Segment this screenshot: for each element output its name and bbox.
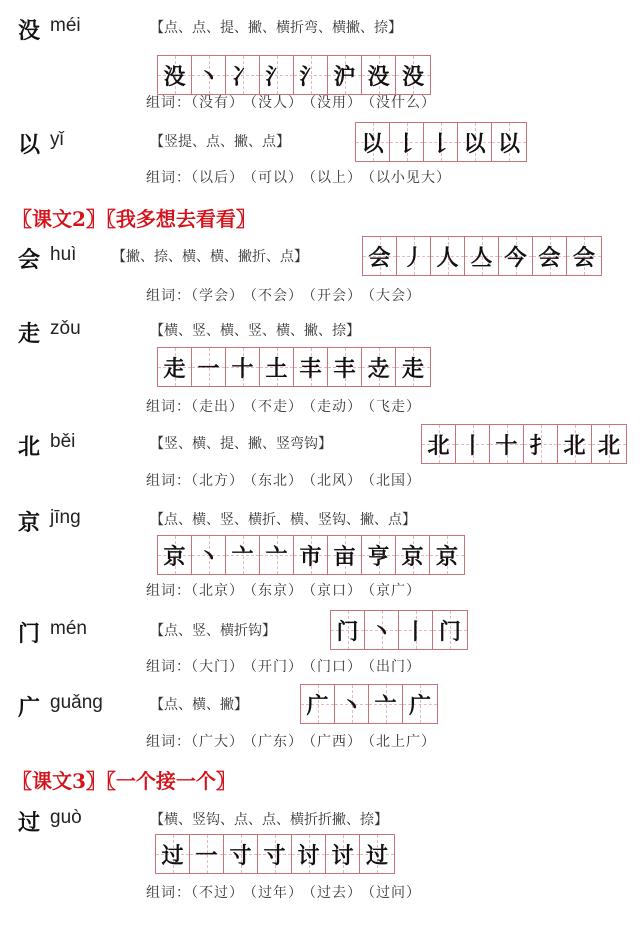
word: （以小见大）	[368, 170, 451, 186]
stroke-step: 讨	[331, 842, 354, 869]
stroke-step-cell	[260, 348, 294, 386]
stroke-step: 讨	[297, 842, 320, 869]
stroke-step-cell	[260, 56, 294, 94]
stroke-step: 以	[463, 130, 486, 157]
pinyin: zǒu	[50, 318, 81, 339]
stroke-order-grid	[330, 610, 468, 650]
words-label: 组词：	[146, 170, 191, 186]
word: （飞走）	[368, 399, 421, 415]
stroke-step: 沪	[333, 63, 356, 90]
stroke-step-cell	[592, 425, 626, 463]
word: （以后）	[191, 170, 244, 186]
stroke-order-grid	[157, 347, 431, 387]
word: （开会）	[309, 288, 362, 304]
words-label: 组词：	[146, 659, 191, 675]
pinyin: yǐ	[50, 129, 64, 150]
stroke-step: 亠	[374, 692, 397, 719]
stroke-step: 冫	[231, 63, 254, 90]
word: （不过）	[191, 885, 244, 901]
word: （可以）	[250, 170, 303, 186]
stroke-step-cell	[226, 536, 260, 574]
stroke-step-cell	[362, 536, 396, 574]
stroke-step: 扌	[529, 432, 552, 459]
stroke-step-cell	[301, 685, 335, 723]
stroke-step-cell	[328, 56, 362, 94]
stroke-step-cell	[365, 611, 399, 649]
stroke-step-cell	[363, 237, 397, 275]
stroke-step: 京	[435, 543, 458, 570]
stroke-step: 没	[367, 63, 390, 90]
stroke-step-cell	[360, 835, 394, 873]
stroke-step: 以	[497, 130, 520, 157]
stroke-names: 【撇、捺、横、横、撇折、点】	[112, 249, 308, 265]
words-label: 组词：	[146, 583, 191, 599]
stroke-step: 丨	[404, 618, 427, 645]
stroke-step-cell	[533, 237, 567, 275]
stroke-step: 门	[438, 618, 461, 645]
stroke-step: 亠	[265, 543, 288, 570]
stroke-step: 一	[195, 842, 218, 869]
word: （走出）	[191, 399, 244, 415]
stroke-step-cell	[292, 835, 326, 873]
stroke-step: 走	[163, 355, 186, 382]
stroke-step-cell	[396, 56, 430, 94]
character: 走	[18, 321, 41, 347]
word: （北上广）	[368, 734, 436, 750]
character: 没	[18, 18, 41, 44]
stroke-step: 会	[368, 244, 391, 271]
stroke-step-cell	[294, 536, 328, 574]
stroke-step-cell	[335, 685, 369, 723]
stroke-step-cell	[158, 536, 192, 574]
word: （北京）	[191, 583, 244, 599]
stroke-step-cell	[294, 348, 328, 386]
stroke-step-cell	[422, 425, 456, 463]
pinyin: mén	[50, 618, 87, 639]
stroke-order-grid	[362, 236, 602, 276]
word: （过年）	[250, 885, 303, 901]
word: （北方）	[191, 473, 244, 489]
stroke-step: 人	[436, 244, 459, 271]
stroke-step-cell	[397, 237, 431, 275]
stroke-step: 寸	[263, 842, 286, 869]
stroke-step: 𠄌	[429, 130, 452, 157]
stroke-step: 京	[163, 543, 186, 570]
stroke-step-cell	[224, 835, 258, 873]
word: （开门）	[250, 659, 303, 675]
lesson-header: 〖课文2〗〖我多想去看看〗	[12, 207, 256, 231]
stroke-step: 氵	[299, 63, 322, 90]
stroke-order-grid	[157, 535, 465, 575]
stroke-step: 会	[572, 244, 595, 271]
word-list	[146, 396, 427, 416]
stroke-names: 【点、竖、横折钩】	[150, 623, 276, 639]
stroke-step-cell	[326, 835, 360, 873]
word-list	[146, 470, 427, 490]
stroke-step: 走	[401, 355, 424, 382]
character: 过	[18, 810, 41, 836]
word: （过去）	[309, 885, 362, 901]
stroke-step-cell	[396, 348, 430, 386]
word: （出门）	[368, 659, 421, 675]
word: （门口）	[309, 659, 362, 675]
word: （大门）	[191, 659, 244, 675]
word-list	[146, 92, 442, 112]
stroke-step-cell	[156, 835, 190, 873]
word-list	[146, 731, 442, 751]
stroke-step-cell	[458, 123, 492, 161]
word: （不会）	[250, 288, 303, 304]
word: （没用）	[309, 95, 362, 111]
stroke-step: 北	[427, 432, 450, 459]
stroke-step: 赱	[367, 355, 390, 382]
stroke-step: 亨	[367, 543, 390, 570]
stroke-step-cell	[331, 611, 365, 649]
words-label: 组词：	[146, 288, 191, 304]
stroke-step-cell	[524, 425, 558, 463]
word: （东北）	[250, 473, 303, 489]
stroke-step-cell	[356, 123, 390, 161]
stroke-step-cell	[192, 536, 226, 574]
stroke-step-cell	[430, 536, 464, 574]
word: （广西）	[309, 734, 362, 750]
word: （京广）	[368, 583, 421, 599]
stroke-step: 丶	[370, 618, 393, 645]
stroke-step-cell	[328, 348, 362, 386]
stroke-step-cell	[192, 56, 226, 94]
stroke-names: 【点、横、竖、横折、横、竖钩、撇、点】	[150, 512, 416, 528]
stroke-step-cell	[456, 425, 490, 463]
stroke-step-cell	[499, 237, 533, 275]
stroke-step-cell	[158, 56, 192, 94]
stroke-step: 过	[365, 842, 388, 869]
word: （以上）	[309, 170, 362, 186]
stroke-step-cell	[396, 536, 430, 574]
words-label: 组词：	[146, 473, 191, 489]
word: （北风）	[309, 473, 362, 489]
word: （不走）	[250, 399, 303, 415]
stroke-step-cell	[390, 123, 424, 161]
stroke-step-cell	[294, 56, 328, 94]
stroke-step-cell	[424, 123, 458, 161]
stroke-step-cell	[465, 237, 499, 275]
word: （广东）	[250, 734, 303, 750]
character: 以	[18, 132, 41, 158]
pinyin: méi	[50, 15, 81, 36]
pinyin: huì	[50, 244, 77, 265]
stroke-step: 丶	[197, 543, 220, 570]
stroke-step-cell	[558, 425, 592, 463]
stroke-step: 以	[361, 130, 384, 157]
stroke-step: 没	[163, 63, 186, 90]
stroke-step: 北	[597, 432, 620, 459]
stroke-step: 广	[306, 692, 329, 719]
stroke-step: 亩	[333, 543, 356, 570]
stroke-step-cell	[190, 835, 224, 873]
stroke-names: 【点、横、撇】	[150, 697, 248, 713]
character: 京	[18, 510, 41, 536]
word: （没什么）	[368, 95, 436, 111]
stroke-order-grid	[355, 122, 527, 162]
word-list	[146, 580, 427, 600]
stroke-order-grid	[421, 424, 627, 464]
stroke-step-cell	[431, 237, 465, 275]
character: 会	[18, 247, 41, 273]
words-label: 组词：	[146, 885, 191, 901]
word-list	[146, 167, 457, 187]
stroke-step-cell	[192, 348, 226, 386]
stroke-order-grid	[300, 684, 438, 724]
pinyin: jīng	[50, 507, 81, 528]
stroke-step: 市	[299, 543, 322, 570]
stroke-step-cell	[567, 237, 601, 275]
stroke-step: 丰	[333, 355, 356, 382]
stroke-step: 广	[408, 692, 431, 719]
stroke-step: 北	[563, 432, 586, 459]
stroke-step-cell	[258, 835, 292, 873]
stroke-names: 【竖提、点、撇、点】	[150, 134, 290, 150]
stroke-step: 𠄌	[395, 130, 418, 157]
stroke-step: 丶	[340, 692, 363, 719]
word: （学会）	[191, 288, 244, 304]
stroke-step: 过	[161, 842, 184, 869]
stroke-step-cell	[226, 56, 260, 94]
word: （大会）	[368, 288, 421, 304]
stroke-step: 丨	[461, 432, 484, 459]
word: （没人）	[250, 95, 303, 111]
stroke-step-cell	[328, 536, 362, 574]
stroke-step-cell	[362, 56, 396, 94]
stroke-step-cell	[403, 685, 437, 723]
words-label: 组词：	[146, 399, 191, 415]
stroke-order-grid	[155, 834, 395, 874]
stroke-order-grid	[157, 55, 431, 95]
stroke-step-cell	[226, 348, 260, 386]
stroke-step-cell	[158, 348, 192, 386]
stroke-step: 京	[401, 543, 424, 570]
stroke-step-cell	[260, 536, 294, 574]
stroke-step-cell	[492, 123, 526, 161]
stroke-names: 【横、竖、横、竖、横、撇、捺】	[150, 323, 360, 339]
stroke-step: 丿	[402, 244, 425, 271]
stroke-names: 【横、竖钩、点、点、横折折撇、捺】	[150, 812, 388, 828]
stroke-names: 【竖、横、提、撇、竖弯钩】	[150, 436, 332, 452]
word-list	[146, 882, 427, 902]
character: 门	[18, 621, 41, 647]
stroke-step-cell	[490, 425, 524, 463]
word: （京口）	[309, 583, 362, 599]
stroke-step-cell	[362, 348, 396, 386]
words-label: 组词：	[146, 95, 191, 111]
stroke-step: 今	[504, 244, 527, 271]
character: 北	[18, 434, 41, 460]
stroke-step-cell	[433, 611, 467, 649]
stroke-step: 丶	[197, 63, 220, 90]
stroke-step: 一	[197, 355, 220, 382]
word: （北国）	[368, 473, 421, 489]
character: 广	[18, 695, 41, 721]
stroke-names: 【点、点、提、撇、横折弯、横撇、捺】	[150, 20, 402, 36]
word: （广大）	[191, 734, 244, 750]
stroke-step: 土	[265, 355, 288, 382]
word: （东京）	[250, 583, 303, 599]
stroke-step-cell	[369, 685, 403, 723]
word-list	[146, 285, 427, 305]
stroke-step: 门	[336, 618, 359, 645]
stroke-step-cell	[399, 611, 433, 649]
stroke-step: 会	[538, 244, 561, 271]
stroke-step: 寸	[229, 842, 252, 869]
stroke-step: 没	[401, 63, 424, 90]
pinyin: guò	[50, 807, 82, 828]
stroke-step: 亠	[231, 543, 254, 570]
word: （走动）	[309, 399, 362, 415]
pinyin: guǎng	[50, 692, 103, 713]
stroke-step: 氵	[265, 63, 288, 90]
word: （过问）	[368, 885, 421, 901]
stroke-step: 十	[231, 355, 254, 382]
stroke-step: 亼	[470, 244, 493, 271]
stroke-step: 丰	[299, 355, 322, 382]
word-list	[146, 656, 427, 676]
lesson-header: 〖课文3〗〖一个接一个〗	[12, 769, 236, 793]
words-label: 组词：	[146, 734, 191, 750]
pinyin: běi	[50, 431, 76, 452]
stroke-step: 十	[495, 432, 518, 459]
word: （没有）	[191, 95, 244, 111]
